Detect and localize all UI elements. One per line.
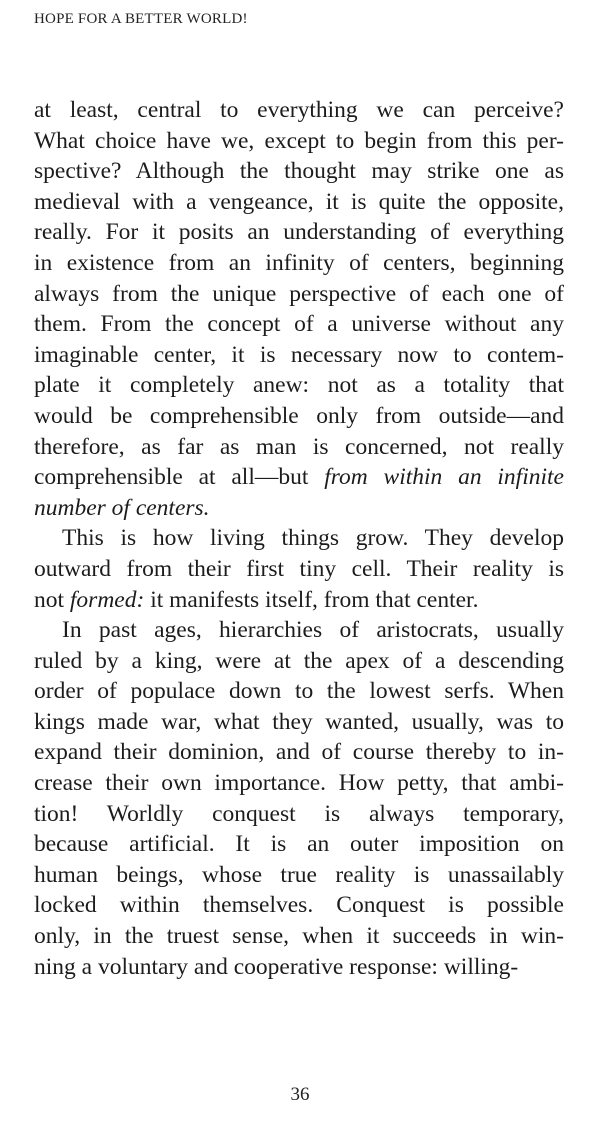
text-run: medieval with a vengeance, it is quite the opposite, [34,188,564,215]
text-line [34,646,564,677]
text-run: at least, central to everything we can perceive? [34,97,564,123]
text-line [34,585,564,616]
text-run: kings made war, what they wanted, usually, was to [34,708,564,735]
text-run: crease their own importance. How petty, that ambi- [34,770,564,797]
text-line [34,737,564,768]
text-line [34,707,564,738]
page-number: 36 [290,1084,310,1105]
text-run: This is how living things grow. They develop [62,525,564,552]
text-line [34,432,564,463]
text-line [34,921,564,952]
running-head: HOPE FOR A BETTER WORLD! [34,11,248,27]
text-line [34,768,564,799]
body-text [34,95,564,982]
text-line [34,676,564,707]
text-line [34,493,564,524]
text-run: human beings, whose true reality is unassailably [34,861,564,888]
text-line [34,462,564,493]
text-line [34,370,564,401]
text-run: comprehensible at all—but [34,464,325,491]
text-run: not [34,586,70,613]
text-line [34,95,564,126]
paragraph [34,615,564,982]
text-run: imaginable center, it is necessary now to contem- [34,341,564,368]
text-run: would be comprehensible only from outside—and [34,402,564,429]
text-line [34,523,564,554]
text-run: outward from their first tiny cell. Their reality is [34,555,564,582]
text-run: locked within themselves. Conquest is possible [34,892,564,919]
text-run: expand their dominion, and of course thereby to in- [34,739,564,766]
text-run: because artificial. It is an outer imposition on [34,831,564,858]
text-line [34,615,564,646]
text-run: ning a voluntary and cooperative response: willing- [34,953,519,980]
text-run: In past ages, hierarchies of aristocrats, usually [62,617,564,644]
paragraph [34,95,564,523]
text-run: them. From the concept of a universe without any [34,311,564,338]
text-line [34,799,564,830]
text-run: always from the unique perspective of each one of [34,280,564,307]
text-line [34,187,564,218]
text-run: in existence from an infinity of centers, beginning [34,249,564,276]
text-run: tion! Worldly conquest is always temporary, [34,800,564,827]
text-line [34,248,564,279]
text-run: it manifests itself, from that center. [144,586,479,613]
text-line [34,279,564,310]
text-line [34,217,564,248]
italic-text: formed: [69,586,145,613]
paragraph [34,523,564,615]
text-run: only, in the truest sense, when it succeeds in win- [34,923,564,950]
text-line [34,126,564,157]
italic-text: from within an infinite [324,464,564,491]
text-line [34,952,564,983]
text-line [34,309,564,340]
text-line [34,890,564,921]
text-run: order of populace down to the lowest serfs. When [34,678,564,705]
text-line [34,340,564,371]
text-line [34,829,564,860]
text-run: plate it completely anew: not as a totality that [34,372,564,399]
text-line [34,156,564,187]
text-run: What choice have we, except to begin from this per- [34,127,564,154]
text-run: therefore, as far as man is concerned, not really [34,433,564,460]
text-line [34,860,564,891]
text-run: really. For it posits an understanding of everything [34,219,564,246]
text-line [34,554,564,585]
text-run: spective? Although the thought may strike one as [34,158,564,185]
text-run: ruled by a king, were at the apex of a descending [34,647,564,674]
italic-text: number of centers. [34,494,210,521]
text-line [34,401,564,432]
